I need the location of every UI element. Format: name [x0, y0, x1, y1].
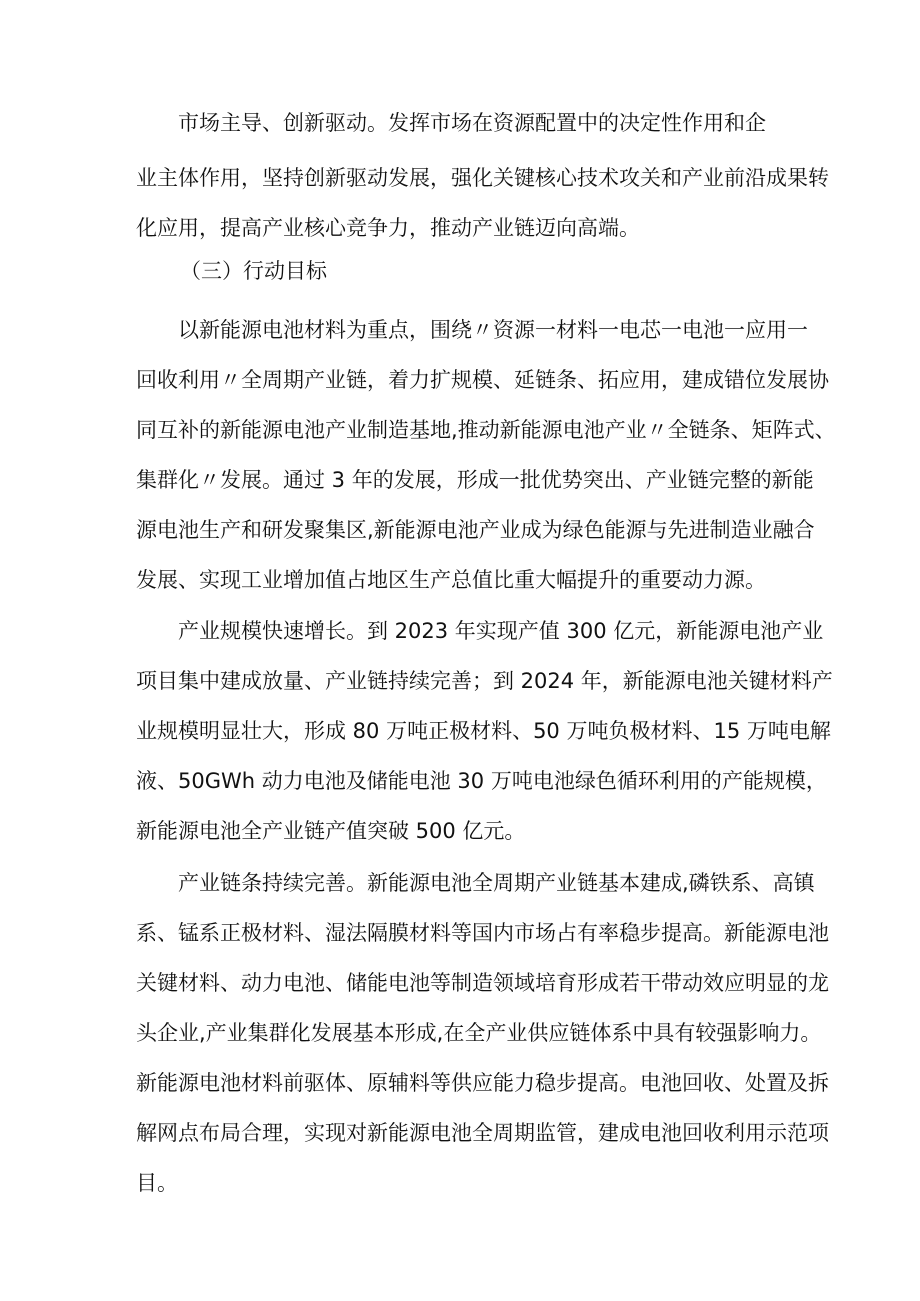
text-line: 产业规模快速增长。到 2023 年实现产值 300 亿元，新能源电池产业	[178, 619, 824, 643]
paragraph-chain-improvement	[136, 858, 829, 1208]
text-line: 关键材料、动力电池、储能电池等制造领域培育形成若干带动效应明显的龙	[136, 971, 829, 995]
text-line: 产业链条持续完善。新能源电池全周期产业链基本建成,磷铁系、高镇	[178, 871, 815, 895]
text-line: 同互补的新能源电池产业制造基地,推动新能源电池产业〃全链条、矩阵式、	[136, 418, 836, 442]
text-line: 系、锰系正极材料、湿法隔膜材料等国内市场占有率稳步提高。新能源电池	[136, 921, 829, 945]
text-line: 化应用，提高产业核心竞争力，推动产业链迈向高端。	[136, 216, 640, 240]
text-line: 发展、实现工业增加值占地区生产总值比重大幅提升的重要动力源。	[136, 568, 766, 592]
text-line: 头企业,产业集群化发展基本形成,在全产业供应链体系中具有较强影响力。	[136, 1021, 822, 1045]
text-line: 集群化〃发展。通过 3 年的发展，形成一批优势突出、产业链完整的新能	[136, 468, 814, 492]
text-line: 解网点布局合理，实现对新能源电池全周期监管，建成电池回收利用示范项	[136, 1121, 829, 1145]
text-line: 目。	[136, 1171, 178, 1195]
paragraph-market-led	[136, 98, 796, 148]
text-line: 回收利用〃全周期产业链，着力扩规模、延链条、拓应用，建成错位发展协	[136, 368, 829, 392]
text-line: 新能源电池材料前驱体、原辅料等供应能力稳步提高。电池回收、处置及拆	[136, 1071, 829, 1095]
paragraph-scale-growth	[136, 606, 833, 856]
text-line: 业规模明显壮大，形成 80 万吨正极材料、50 万吨负极材料、15 万吨电解	[136, 719, 831, 743]
text-line: 液、50GWh 动力电池及储能电池 30 万吨电池绿色循环利用的产能规模，	[136, 769, 827, 793]
text-line: 源电池生产和研发聚集区,新能源电池产业成为绿色能源与先进制造业融合	[136, 518, 815, 542]
section-heading	[136, 246, 796, 296]
paragraph-market-led-cont	[136, 153, 829, 253]
text-line: 以新能源电池材料为重点，围绕〃资源一材料一电芯一电池一应用一	[178, 318, 808, 342]
heading-action-goals: （三）行动目标	[180, 259, 327, 283]
text-line: 业主体作用，坚持创新驱动发展，强化关键核心技术攻关和产业前沿成果转	[136, 166, 829, 190]
text-line: 市场主导、创新驱动。发挥市场在资源配置中的决定性作用和企	[178, 111, 766, 135]
text-line: 项目集中建成放量、产业链持续完善；到 2024 年，新能源电池关键材料产	[136, 669, 833, 693]
paragraph-battery-materials	[136, 305, 836, 605]
text-line: 新能源电池全产业链产值突破 500 亿元。	[136, 819, 526, 843]
